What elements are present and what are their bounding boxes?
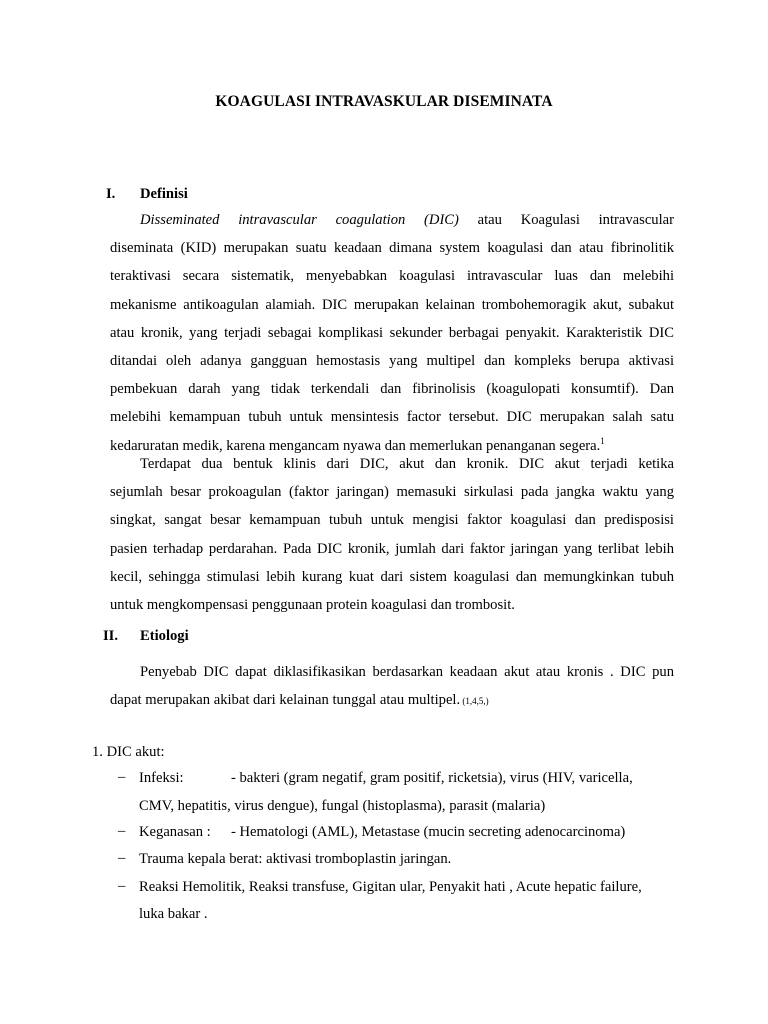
text-line: teraktivasi secara sistematik, menyebabkan koagulasi intravascular luas dan melebihi [110,268,674,285]
text-line: Disseminated intravascular coagulation (DIC) atau Koagulasi intravascular [140,212,674,228]
list-item-text: - Hematologi (AML), Metastase (mucin secreting adenocarcinoma) [231,824,626,840]
paragraph-etiologi [110,663,674,719]
list-title: 1. DIC akut: [92,744,165,760]
text-line: melebihi kemampuan tubuh untuk mensintesis factor tersebut. DIC merupakan salah satu [110,409,674,426]
list-item-text: - bakteri (gram negatif, gram positif, ricketsia), virus (HIV, varicella, [231,770,633,786]
list-item-label: Keganasan : [139,824,211,840]
text-line: diseminata (KID) merupakan suatu keadaan dimana system koagulasi dan atau fibrinolitik [110,240,674,257]
list-item-text: Trauma kepala berat: aktivasi tromboplastin jaringan. [139,851,452,867]
list-bullet: – [118,878,126,894]
list-bullet: – [118,823,126,839]
section-heading: Etiologi [140,628,189,644]
reference-citation: (1,4,5,) [460,696,489,707]
section-heading: Definisi [140,186,188,202]
list-item-text: luka bakar . [139,906,208,922]
text-line: singkat, sangat besar kemampuan tubuh untuk mengisi faktor koagulasi dan predisposisi [110,512,674,529]
paragraph-definisi-1 [110,211,674,465]
list-bullet: – [118,850,126,866]
text-line: Penyebab DIC dapat diklasifikasikan berdasarkan keadaan akut atau kronis . DIC pun [140,664,674,680]
paragraph-definisi-2 [110,455,674,624]
list-item-text: Reaksi Hemolitik, Reaksi transfuse, Gigitan ular, Penyakit hati , Acute hepatic failure, [139,879,642,895]
list-bullet: – [118,769,126,785]
text-line: dapat merupakan akibat dari kelainan tunggal atau multipel. (1,4,5,) [110,692,489,709]
text-line: pasien terhadap perdarahan. Pada DIC kronik, jumlah dari faktor jaringan yang terlibat lebih [110,540,674,557]
list-item-label: Infeksi: [139,770,184,786]
text-line: untuk mengkompensasi penggunaan protein koagulasi dan trombosit. [110,596,515,613]
text-line: sejumlah besar prokoagulan (faktor jaringan) memasuki sirkulasi pada jangka waktu yang [110,484,674,501]
list-item-text: CMV, hepatitis, virus dengue), fungal (histoplasma), parasit (malaria) [139,798,546,814]
text-line: mekanisme antikoagulan alamiah. DIC merupakan kelainan trombohemoragik akut, subakut [110,296,674,313]
text-line: kedaruratan medik, karena mengancam nyawa dan memerlukan penanganan segera.$^1$ [110,435,605,454]
text-line: ditandai oleh adanya gangguan hemostasis yang multipel dan kompleks berupa aktivasi [110,352,674,369]
text-line: kecil, sehingga stimulasi lebih kurang kuat dari sistem koagulasi dan memungkinkan tubuh [110,568,674,585]
section-number: II. [103,628,119,644]
page-title: KOAGULASI INTRAVASKULAR DISEMINATA [215,93,553,110]
footnote-ref: 1 [600,435,605,446]
section-number: I. [106,186,116,202]
text-line: atau kronik, yang terjadi sebagai komplikasi sekunder berbagai penyakit. Karakteristik DIC [110,324,674,341]
text-line: pembekuan darah yang tidak terkendali dan fibrinolisis (koagulopati konsumtif). Dan [110,381,674,398]
text-line: Terdapat dua bentuk klinis dari DIC, akut dan kronik. DIC akut terjadi ketika [140,456,674,472]
